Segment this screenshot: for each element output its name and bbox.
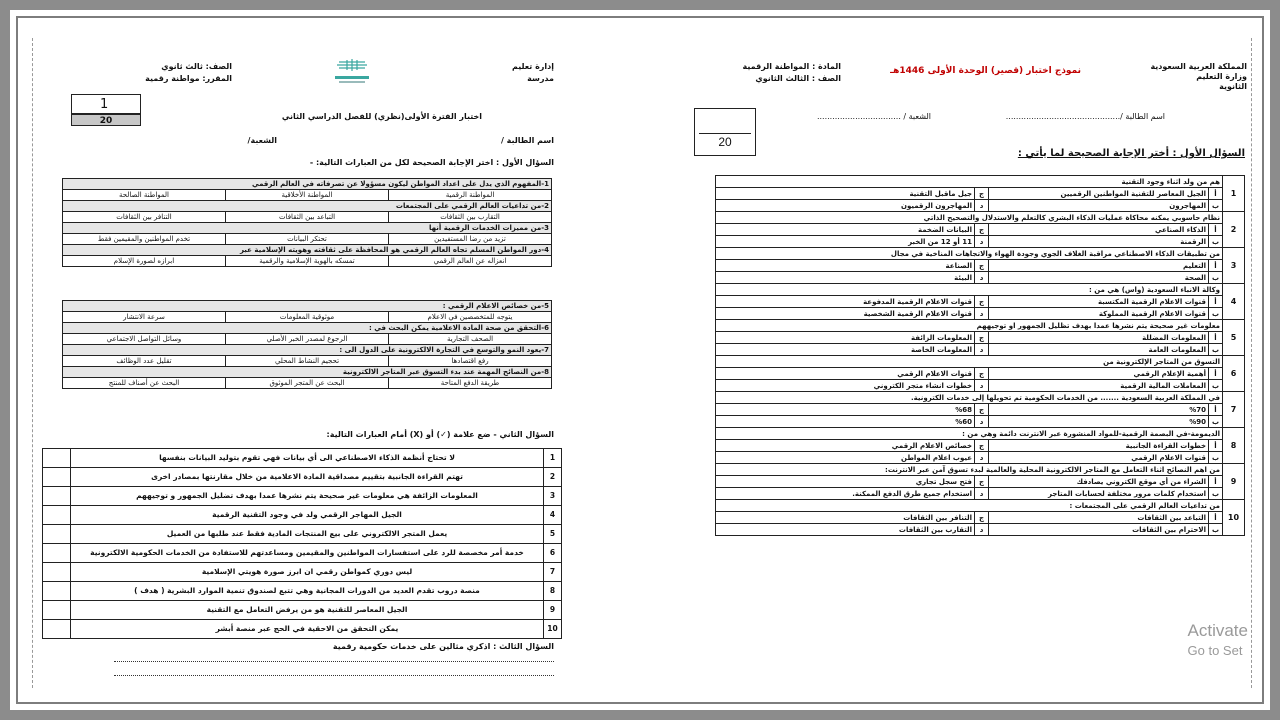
mcq-option[interactable]: الصناعة [716,260,975,272]
q2-title: السؤال الثاني - ضع علامة (✓) أو (X) أمام العبارات التالية: [326,430,554,439]
mcq-option[interactable]: المهاجرون [989,200,1209,212]
subject-label: المقرر: مواطنة رقمية [145,74,232,83]
mcq-letter: ج [975,512,989,524]
mcq-option[interactable]: %90 [989,416,1209,428]
mcq-letter: أ [1209,296,1223,308]
mcq-option[interactable]: قنوات الاعلام الرقمي [716,368,975,380]
mcq-option[interactable]: %68 [716,404,975,416]
mcq-option[interactable]: خطوات انشاء متجر الكتروني [716,380,975,392]
mcq-option[interactable]: قنوات الاعلام الرقمية المملوكة [989,308,1209,320]
mcq-options-row [716,200,1245,212]
mcq-options-row [716,272,1245,284]
kingdom-label: المملكة العربية السعودية [1150,62,1247,71]
mcq-options-row [716,488,1245,500]
q2-number: 6 [544,544,562,563]
mcq-option[interactable]: المعلومات العامة [989,344,1209,356]
q2-answer-cell[interactable] [43,525,71,544]
mcq-letter: أ [1209,440,1223,452]
mcq-option[interactable]: 11 أو 12 من الخبر [716,236,975,248]
mcq-number: 7 [1223,392,1245,428]
q2-statement: تهتم القراءة الجانبية بتقييم مصداقية المادة الاعلامية من خلال مقارنتها بمصادر اخرى [71,468,544,487]
mcq-number: 2 [1223,212,1245,248]
mcq-question-row [716,248,1245,260]
q1-option[interactable]: طريقة الدفع المتاحة [389,378,552,389]
mcq-letter: ج [975,260,989,272]
mcq-options-row [716,416,1245,428]
q1-option[interactable]: تحجيم النشاط المحلي [226,356,389,367]
mcq-option[interactable]: قنوات الاعلام الرقمي [989,452,1209,464]
mcq-question-row [716,284,1245,296]
q2-statement: يعمل المتجر الالكتروني على بيع المنتجات المادية فقط عند طلبها من العميل [71,525,544,544]
q1-question-text: 5-من خصائص الاعلام الرقمي : [63,301,552,312]
q1-question-text: 8-من النصائح المهمة عند بدء التسوق عبر المتاجر الالكترونية [63,367,552,378]
mcq-options-row [716,296,1245,308]
mcq-number: 10 [1223,500,1245,536]
q1-question-row [63,345,552,356]
mcq-letter: أ [1209,368,1223,380]
mcq-question: التسوق من المتاجر الإلكترونية من [716,356,1223,368]
mcq-option[interactable]: التعليم [989,260,1209,272]
model-title: نموذج اختبار (قصير) الوحدة الأولى 1446هـ [890,66,1081,76]
q2-answer-cell[interactable] [43,468,71,487]
mcq-question-row [716,392,1245,404]
mcq-letter: ب [1209,416,1223,428]
q1-question-row [63,201,552,212]
mcq-option[interactable]: التباعد بين الثقافات [989,512,1209,524]
mcq-option[interactable]: %60 [716,416,975,428]
mcq-number: 5 [1223,320,1245,356]
q1-option[interactable]: المواطنة الصالحة [63,190,226,201]
mcq-number: 6 [1223,356,1245,392]
mcq-option[interactable]: عيوب اعلام المواطن [716,452,975,464]
mcq-options-row [716,224,1245,236]
mcq-options-row [716,512,1245,524]
q2-row [43,487,562,506]
q1-question-text: 4-دور المواطن المسلم تجاه العالم الرقمي هو المحافظة على ثقافته وهويته الإسلامية عبر [63,245,552,256]
q2-number: 8 [544,582,562,601]
q2-row [43,601,562,620]
q1-options-row [63,356,552,367]
mcq-question-row [716,320,1245,332]
mcq-options-row [716,368,1245,380]
q1-question-text: 3-من مميزات الخدمات الرقمية أنها [63,223,552,234]
mcq-letter: أ [1209,332,1223,344]
q1-options-row [63,212,552,223]
mcq-option[interactable]: الصحة [989,272,1209,284]
mcq-question: وكالة الانباء السعودية (واس) هي من : [716,284,1223,296]
mcq-number: 4 [1223,284,1245,320]
mcq-letter: ج [975,224,989,236]
q1-option[interactable]: الرجوع لمصدر الخبر الأصلي [226,334,389,345]
q2-answer-cell[interactable] [43,487,71,506]
mcq-question: من تطبيقات الذكاء الاصطناعي مراقبة الغلاف الجوي وجودة الهواء والاتجاهات المناخية في مجال [716,248,1223,260]
mcq-options-row [716,404,1245,416]
mcq-option[interactable]: استخدام جميع طرق الدفع الممكنة. [716,488,975,500]
ministry-logo [327,56,377,86]
mcq-question: في المملكة العربية السعودية ....... من الخدمات الحكومية تم تحويلها إلى خدمات الكترونية. [716,392,1223,404]
mcq-option[interactable]: التنافر بين الثقافات [716,512,975,524]
mcq-option[interactable]: الذكاء الصناعي [989,224,1209,236]
q2-number: 3 [544,487,562,506]
document-viewer [16,16,1264,704]
grade-label-right: الصف : الثالث الثانوي [755,74,841,83]
mcq-question-row [716,356,1245,368]
q1-option[interactable]: تمسكه بالهوية الإسلامية والرقمية [226,256,389,267]
mcq-option[interactable]: الرقمنة [989,236,1209,248]
mcq-letter: ب [1209,200,1223,212]
q2-answer-cell[interactable] [43,620,71,639]
mcq-question: هم من ولد اثناء وجود التقنية [716,176,1223,188]
mcq-options-row [716,452,1245,464]
mcq-letter: ج [975,368,989,380]
mcq-question: الديمومة-في البصمة الرقمية-للمواد المنشورة عبر الانترنت دائمة وهي من : [716,428,1223,440]
q2-statement: منصة دروب تقدم العديد من الدورات المجانية وهي تتبع لصندوق تنمية الموارد البشرية ( هدف ) [71,582,544,601]
q2-number: 4 [544,506,562,525]
admin-label: إدارة تعليم [511,62,554,71]
q1-question-text: 2-من تداعيات العالم الرقمي على المجتمعات [63,201,552,212]
mcq-option[interactable]: فتح سجل تجاري [716,476,975,488]
mcq-option[interactable]: المعلومات الزائفة [716,332,975,344]
mcq-number: 8 [1223,428,1245,464]
mcq-question-row [716,464,1245,476]
mcq-letter: أ [1209,404,1223,416]
q2-number: 5 [544,525,562,544]
q1-option[interactable]: الصحف التجارية [389,334,552,345]
mcq-options-row [716,260,1245,272]
q2-statement: الجيل المهاجر الرقمي ولد في وجود التقنية الرقمية [71,506,544,525]
section-label: الشعبة/ [247,136,277,145]
q2-statement: لا تحتاج أنظمة الذكاء الاصطناعي الى أي بيانات فهي تقوم بتوليد البيانات بنفسها [71,449,544,468]
mcq-letter: ب [1209,272,1223,284]
mcq-letter: د [975,236,989,248]
q1-question-row [63,367,552,378]
q1-option[interactable]: تزيد من رضا المستفيدين [389,234,552,245]
mcq-number: 1 [1223,176,1245,212]
mcq-number: 9 [1223,464,1245,500]
q2-table [42,448,562,639]
right-page [652,38,1252,688]
mcq-letter: ب [1209,308,1223,320]
mcq-options-row [716,236,1245,248]
q2-statement: ليس دوري كمواطن رقمي ان ابرز صورة هويتي الإسلامية [71,563,544,582]
q1-table-2 [62,300,552,389]
mcq-option[interactable]: المعلومات المضللة [989,332,1209,344]
mcq-letter: ب [1209,236,1223,248]
q1-option[interactable]: انعزاله عن العالم الرقمي [389,256,552,267]
mcq-option[interactable]: المعلومات الخاصة [716,344,975,356]
mcq-question-row [716,500,1245,512]
mcq-question: من اهم النصائح اثناء التعامل مع المتاجر الالكترونية المحلية والعالمية لبدء تسوق آمن عبر الانترنت: [716,464,1223,476]
answer-line-1 [114,654,554,662]
material-label: المادة : المواطنة الرقمية [742,62,841,71]
q1-option[interactable]: البحث عن أصناف للمنتج [63,378,226,389]
q1-option[interactable]: يتوجه للمتخصصين في الاعلام [389,312,552,323]
mcq-options-row [716,524,1245,536]
mcq-question-row [716,212,1245,224]
mcq-letter: د [975,200,989,212]
mcq-letter: أ [1209,512,1223,524]
q1-options-row [63,234,552,245]
q2-statement: المعلومات الزائفة هي معلومات غير صحيحة يتم نشرها عمدا بهدف تضليل الجمهور و توجيههم [71,487,544,506]
q1-question-row [63,223,552,234]
q2-number: 2 [544,468,562,487]
exam-title: اختبار الفترة الأولى(نظري) للفصل الدراسي الثاني [281,112,482,121]
q2-row [43,525,562,544]
goto-settings-text: Go to Set [1187,643,1243,658]
mcq-letter: د [975,416,989,428]
q1-option[interactable]: التنافر بين الثقافات [63,212,226,223]
mcq-option[interactable]: استخدام كلمات مرور مختلفة لحسابات المتاجر [989,488,1209,500]
q1-option[interactable]: التقارب بين الثقافات [389,212,552,223]
mcq-question: معلومات غير صحيحة يتم نشرها عمدا بهدف تظليل الجمهور او توجيههم [716,320,1223,332]
mcq-letter: ج [975,296,989,308]
ministry-label: وزارة التعليم [1196,72,1247,81]
q1-option[interactable]: تقليل عدد الوظائف [63,356,226,367]
student-name-label: اسم الطالبة / [500,136,554,145]
mcq-option[interactable]: جيل ماقبل التقنية [716,188,975,200]
q1-option[interactable]: المواطنة الرقمية [389,190,552,201]
mcq-letter: ج [975,440,989,452]
q2-row [43,468,562,487]
mcq-option[interactable]: البيئة [716,272,975,284]
q2-answer-cell[interactable] [43,506,71,525]
mcq-letter: ب [1209,344,1223,356]
mcq-option[interactable]: الشراء من أي موقع الكتروني يصادفك [989,476,1209,488]
q1-option[interactable]: موثوقية المعلومات [226,312,389,323]
score-box-right [694,108,756,156]
q1-question-row [63,179,552,190]
mcq-option[interactable]: خصائص الاعلام الرقمي [716,440,975,452]
mcq-option[interactable]: البيانات الضخمة [716,224,975,236]
mcq-letter: ج [975,332,989,344]
mcq-options-row [716,188,1245,200]
grade-label: الصف: ثالث ثانوي [161,62,232,71]
mcq-option[interactable]: المعاملات المالية الرقمية [989,380,1209,392]
q1-options-row [63,190,552,201]
q1-question-row [63,301,552,312]
q1-options-row [63,334,552,345]
mcq-option[interactable]: %70 [989,404,1209,416]
mcq-letter: أ [1209,224,1223,236]
q1-title-right: السؤال الأول : أختر الإجابة الصحيحة لما يأتي : [1017,148,1245,159]
mcq-option[interactable]: خطوات القراءة الجانبية [989,440,1209,452]
mcq-letter: د [975,380,989,392]
q1-option[interactable]: تحتكر البيانات [226,234,389,245]
activate-text: Activate [1187,621,1248,640]
q2-row [43,620,562,639]
q1-option[interactable]: وسائل التواصل الاجتماعي [63,334,226,345]
mcq-letter: ب [1209,488,1223,500]
mcq-letter: ب [1209,524,1223,536]
mcq-option[interactable]: قنوات الاعلام الرقمية المدفوعة [716,296,975,308]
mcq-number: 3 [1223,248,1245,284]
score-value-right: 20 [718,135,732,149]
q2-number: 10 [544,620,562,639]
student-name-field: اسم الطالبة /............................................. [1005,112,1165,121]
q2-row [43,449,562,468]
score-box-top: 1 [71,94,141,114]
mcq-options-row [716,476,1245,488]
q2-number: 9 [544,601,562,620]
score-box: 20 [71,114,141,126]
q2-answer-cell[interactable] [43,544,71,563]
mcq-option[interactable]: أهمية الإعلام الرقمي [989,368,1209,380]
q1-option[interactable]: البحث عن المتجر الموثوق [226,378,389,389]
q1-options-row [63,312,552,323]
q2-answer-cell[interactable] [43,563,71,582]
q1-question-text: 1-المفهوم الذي يدل على اعداد المواطن ليكون مسؤولا عن تصرفاته في العالم الرقمي [63,179,552,190]
answer-line-2 [114,668,554,676]
q1-question-row [63,323,552,334]
q1-option[interactable]: تخدم المواطنين والمقيمين فقط [63,234,226,245]
q2-row [43,582,562,601]
q1-options-row [63,256,552,267]
activation-watermark [1188,621,1248,658]
mcq-letter: ج [975,476,989,488]
mcq-option[interactable]: الجيل المعاصر للتقنية المواطنين الرقميين [989,188,1209,200]
mcq-letter: ب [1209,380,1223,392]
mcq-letter: ج [975,188,989,200]
q1-options-row [63,378,552,389]
q1-option[interactable]: التباعد بين الثقافات [226,212,389,223]
mcq-letter: د [975,488,989,500]
mcq-letter: ج [975,404,989,416]
mcq-option[interactable]: المهاجرون الرقميون [716,200,975,212]
level-label: الثانوية [1219,82,1247,91]
mcq-letter: أ [1209,476,1223,488]
mcq-table [715,175,1245,536]
q2-statement: خدمة أمر مخصصة للرد على استفسارات المواطنين والمقيمين ومساعدتهم للاستفادة من الخدمات الحكومية الالكترونية [71,544,544,563]
left-page [32,38,632,688]
q1-table-1 [62,178,552,267]
q2-number: 7 [544,563,562,582]
mcq-question-row [716,428,1245,440]
mcq-option[interactable]: قنوات الاعلام الرقمية المكتسبة [989,296,1209,308]
mcq-question-row [716,176,1245,188]
mcq-options-row [716,308,1245,320]
q1-title: السؤال الأول : اختر الإجابة الصحيحة لكل من العبارات التالية: - [309,158,554,167]
mcq-letter: د [975,308,989,320]
mcq-question: من تداعيات العالم الرقمي على المجتمعات : [716,500,1223,512]
q2-answer-cell[interactable] [43,582,71,601]
mcq-options-row [716,344,1245,356]
mcq-letter: أ [1209,188,1223,200]
mcq-options-row [716,332,1245,344]
q2-statement: الجيل المعاصر للتقنية هو من يرفض التعامل مع التقنية [71,601,544,620]
q1-question-text: 7-يعود النمو والتوسع في التجارة الالكترونية على الدول الى : [63,345,552,356]
mcq-letter: د [975,272,989,284]
mcq-options-row [716,440,1245,452]
q2-statement: يمكن التحقق من الاحقية في الحج عبر منصة أبشر [71,620,544,639]
q2-answer-cell[interactable] [43,601,71,620]
q2-number: 1 [544,449,562,468]
section-field: الشعبة / ................................. [816,112,931,121]
mcq-letter: د [975,524,989,536]
q1-option[interactable]: ابرازه لصورة الإسلام [63,256,226,267]
q1-option[interactable]: سرعة الانتشار [63,312,226,323]
screenshot-frame [10,10,1270,710]
q3-title: السؤال الثالث : اذكري مثالين على خدمات حكومية رقمية [332,642,554,651]
q1-question-text: 6-التحقق من صحة المادة الاعلامية يمكن البحث في : [63,323,552,334]
school-label: مدرسة [527,74,554,83]
mcq-letter: د [975,452,989,464]
mcq-letter: أ [1209,260,1223,272]
q1-option[interactable]: المواطنة الأخلاقية [226,190,389,201]
mcq-options-row [716,380,1245,392]
q1-option[interactable]: رفع اقتصادها [389,356,552,367]
q2-row [43,544,562,563]
mcq-option[interactable]: الاحترام بين الثقافات [989,524,1209,536]
q2-answer-cell[interactable] [43,449,71,468]
q2-row [43,506,562,525]
mcq-option[interactable]: قنوات الاعلام الرقمية الشخصية [716,308,975,320]
mcq-letter: د [975,344,989,356]
mcq-option[interactable]: التقارب بين الثقافات [716,524,975,536]
q2-row [43,563,562,582]
q1-question-row [63,245,552,256]
mcq-question: نظام حاسوبي يمكنه محاكاة عمليات الذكاء البشري كالتعلم والاستدلال والتصحيح الذاتي [716,212,1223,224]
mcq-letter: ب [1209,452,1223,464]
